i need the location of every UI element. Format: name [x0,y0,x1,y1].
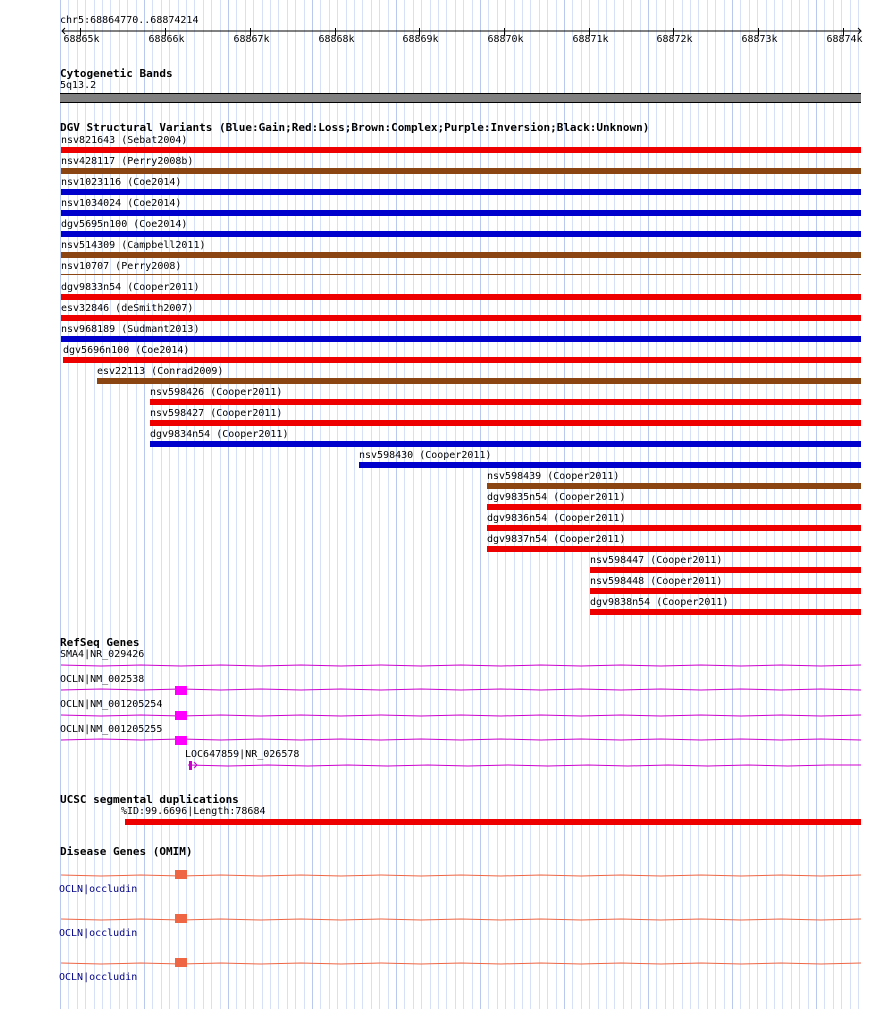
dgv-feature-bar[interactable] [487,504,861,510]
dgv-feature-label: nsv598448 (Cooper2011) [590,576,723,587]
dgv-feature-bar[interactable] [61,294,861,300]
omim-gene-model[interactable] [0,912,890,926]
dgv-track-title: DGV Structural Variants (Blue:Gain;Red:Loss;Brown:Complex;Purple:Inversion;Black:Unknown) [60,121,650,134]
omim-exon [175,914,187,923]
omim-gene-model[interactable] [0,956,890,970]
omim-exon [175,958,187,967]
refseq-track-title: RefSeq Genes [60,636,140,649]
dgv-feature-label: nsv1034024 (Coe2014) [61,198,182,209]
ruler-tick-label: 68869k [402,34,439,45]
dgv-feature-label: dgv9834n54 (Cooper2011) [150,429,289,440]
ruler-tick-label: 68874k [826,34,863,45]
dgv-feature-label: esv32846 (deSmith2007) [61,303,194,314]
ruler-tick-label: 68870k [487,34,524,45]
ruler-tick-label: 68866k [148,34,185,45]
refseq-intron-line [61,665,861,666]
ruler-tick-label: 68865k [63,34,100,45]
refseq-intron-line [188,765,861,766]
segdup-feature-label: %ID:99.6696|Length:78684 [121,806,266,817]
dgv-feature-bar[interactable] [590,609,861,615]
refseq-gene-label: SMA4|NR_029426 [60,649,145,660]
refseq-exon [175,686,187,695]
ruler-tick-label: 68872k [656,34,693,45]
omim-gene-label[interactable]: OCLN|occludin [59,928,138,939]
refseq-gene-model[interactable] [0,709,890,723]
dgv-feature-label: esv22113 (Conrad2009) [97,366,224,377]
dgv-feature-bar[interactable] [150,420,861,426]
dgv-feature-label: dgv5696n100 (Coe2014) [63,345,190,356]
refseq-exon [175,711,187,720]
dgv-feature-bar[interactable] [61,231,861,237]
dgv-feature-bar[interactable] [487,546,861,552]
dgv-feature-bar[interactable] [590,588,861,594]
dgv-feature-label: nsv598439 (Cooper2011) [487,471,620,482]
dgv-feature-label: nsv514309 (Campbell2011) [61,240,206,251]
dgv-feature-bar[interactable] [61,315,861,321]
dgv-feature-label: dgv9835n54 (Cooper2011) [487,492,626,503]
refseq-exon [175,736,187,745]
refseq-gene-model[interactable] [0,684,890,698]
omim-gene-label[interactable]: OCLN|occludin [59,972,138,983]
dgv-feature-bar[interactable] [487,483,861,489]
refseq-gene-model[interactable] [0,759,890,773]
dgv-feature-label: dgv5695n100 (Coe2014) [61,219,188,230]
refseq-gene-label: OCLN|NM_001205254 [60,699,163,710]
refseq-gene-label: OCLN|NM_002538 [60,674,145,685]
omim-exon [175,870,187,879]
refseq-exon [189,761,192,770]
dgv-feature-label: nsv598427 (Cooper2011) [150,408,283,419]
omim-gene-model[interactable] [0,868,890,882]
dgv-feature-bar[interactable] [359,462,861,468]
cytoband-bar[interactable] [60,93,861,103]
ruler-tick-label: 68871k [572,34,609,45]
dgv-feature-bar[interactable] [63,357,861,363]
refseq-gene-label: LOC647859|NR_026578 [185,749,300,760]
segdup-track-title: UCSC segmental duplications [60,793,239,806]
dgv-feature-label: nsv598447 (Cooper2011) [590,555,723,566]
dgv-feature-label: nsv1023116 (Coe2014) [61,177,182,188]
dgv-feature-bar[interactable] [61,189,861,195]
dgv-feature-label: dgv9838n54 (Cooper2011) [590,597,729,608]
dgv-feature-bar[interactable] [61,274,861,275]
dgv-feature-label: dgv9836n54 (Cooper2011) [487,513,626,524]
dgv-feature-bar[interactable] [590,567,861,573]
dgv-feature-bar[interactable] [61,252,861,258]
dgv-feature-bar[interactable] [487,525,861,531]
dgv-feature-label: dgv9837n54 (Cooper2011) [487,534,626,545]
dgv-feature-bar[interactable] [61,336,861,342]
ruler-tick-label: 68873k [741,34,778,45]
dgv-feature-label: nsv598430 (Cooper2011) [359,450,492,461]
cytoband-track-title: Cytogenetic Bands [60,67,173,80]
dgv-feature-label: nsv428117 (Perry2008b) [61,156,194,167]
region-label: chr5:68864770..68874214 [60,15,199,26]
dgv-feature-label: nsv10707 (Perry2008) [61,261,182,272]
ruler-tick-label: 68867k [233,34,270,45]
segdup-feature-bar[interactable] [125,819,861,825]
refseq-gene-label: OCLN|NM_001205255 [60,724,163,735]
refseq-gene-model[interactable] [0,659,890,673]
dgv-feature-bar[interactable] [150,399,861,405]
dgv-feature-label: dgv9833n54 (Cooper2011) [61,282,200,293]
dgv-feature-label: nsv968189 (Sudmant2013) [61,324,200,335]
dgv-feature-bar[interactable] [61,210,861,216]
refseq-gene-model[interactable] [0,734,890,748]
dgv-feature-label: nsv821643 (Sebat2004) [61,135,188,146]
omim-track-title: Disease Genes (OMIM) [60,845,193,858]
ruler-tick-label: 68868k [318,34,355,45]
dgv-feature-bar[interactable] [150,441,861,447]
dgv-feature-bar[interactable] [97,378,861,384]
dgv-feature-bar[interactable] [61,147,861,153]
dgv-feature-label: nsv598426 (Cooper2011) [150,387,283,398]
dgv-feature-bar[interactable] [61,168,861,174]
cytoband-label: 5q13.2 [60,80,97,91]
omim-gene-label[interactable]: OCLN|occludin [59,884,138,895]
